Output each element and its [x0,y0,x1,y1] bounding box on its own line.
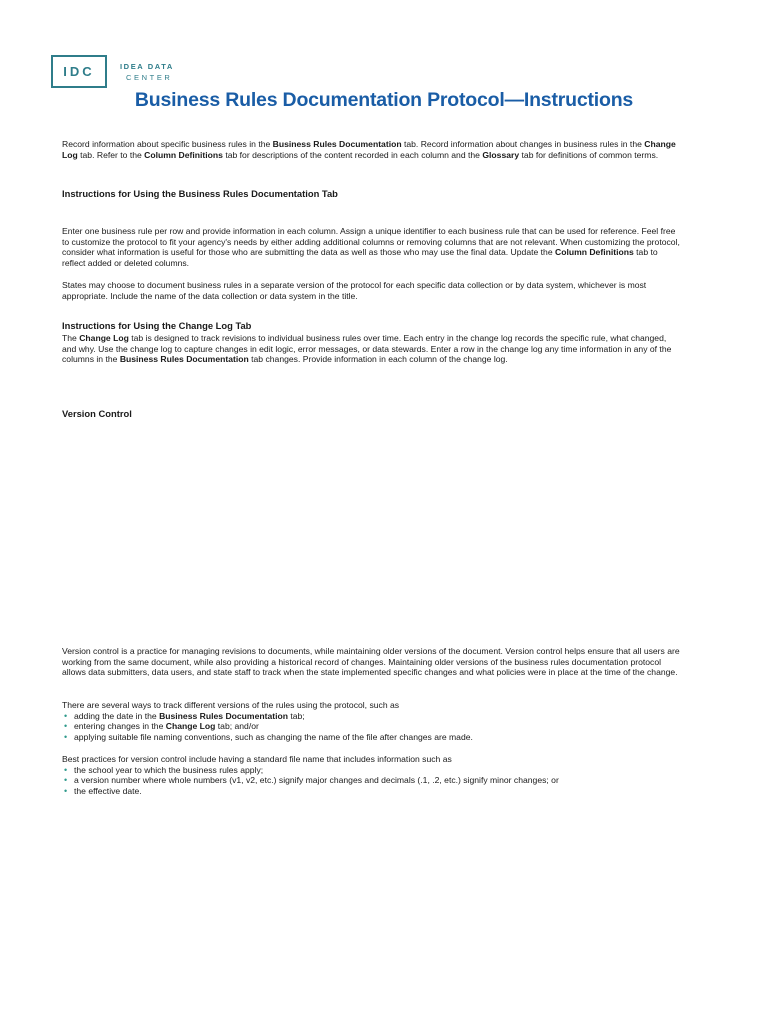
idc-logo [51,55,174,88]
changelog-section-heading: Instructions for Using the Change Log Tab [62,320,252,331]
version-section-heading: Version Control [62,408,132,419]
bullet-icon: • [64,721,68,732]
logo-line2: CENTER [126,72,173,82]
page-title: Business Rules Documentation Protocol—Instructions [134,89,634,111]
bullet-icon: • [64,710,68,721]
list-item: • adding the date in the Business Rules Documentation tab; [64,710,305,721]
logo-line1: IDEA DATA [120,61,174,71]
version-methods-list [62,711,682,743]
best-practices-list [62,765,682,797]
version-methods [62,700,682,742]
version-best-practices [62,754,682,796]
intro-paragraph: Record information about specific business rules in the Business Rules Documentation tab. Record information about changes in business rules in the Change Log tab. Refer to the Column Definitions tab for descriptions of the content recorded in each column and the Glossary tab for definitions of common terms. [62,139,676,160]
version-paragraph-1: Version control is a practice for managing revisions to documents, while maintaining older versions of the document. Version control helps ensure that all users are working from the same document, while also providing a historical record of changes. Maintaining older versions of the business rules documentation protocol allows data submitters, data users, and state staff to track when the state implemented specific changes and what policies were in place at the time of the change. [62,646,680,678]
changelog-paragraph: The Change Log tab is designed to track revisions to individual business rules over time. Each entry in the change log records the specific rule, what changed, and why. Use the change log to capture changes in edit logic, error messages, or data stewards. Enter a row in the change log any time information in any of the columns in the Business Rules Documentation tab changes. Provide information in each column of the change log. [62,333,672,365]
brd-paragraph-1: Enter one business rule per row and provide information in each column. Assign a unique identifier to each business rule that can be used for reference. Feel free to customize the protocol to fit your agency's needs by either adding additional columns or removing columns that are not relevant. When customizing the protocol, consider what information is useful for those who are submitting the data as well as those who may use the final data. Update the Column Definitions tab to reflect added or deleted columns. [62,226,680,268]
bullet-icon: • [64,731,68,742]
logo-abbr: IDC [51,55,107,88]
list-item: • a version number where whole numbers (v1, v2, etc.) signify major changes and decimals (.1, .2, etc.) signify minor changes; or [64,775,559,786]
list-item: • the effective date. [64,785,142,796]
logo-wordmark [120,61,174,83]
list-item: • entering changes in the Change Log tab; and/or [64,721,259,732]
brd-paragraph-2: States may choose to document business rules in a separate version of the protocol for each specific data collection or by data system, whichever is most appropriate. Include the name of the data collection or data system in the title. [62,280,647,301]
bullet-icon: • [64,785,68,796]
version-methods-intro: There are several ways to track different versions of the rules using the protocol, such as [62,700,400,710]
brd-section-heading: Instructions for Using the Business Rules Documentation Tab [62,188,338,199]
list-item: • the school year to which the business rules apply; [64,764,264,775]
bullet-icon: • [64,775,68,786]
list-item: • applying suitable file naming conventions, such as changing the name of the file after changes are made. [64,731,473,742]
bullet-icon: • [64,764,68,775]
best-practices-intro: Best practices for version control include having a standard file name that includes information such as [62,754,452,764]
